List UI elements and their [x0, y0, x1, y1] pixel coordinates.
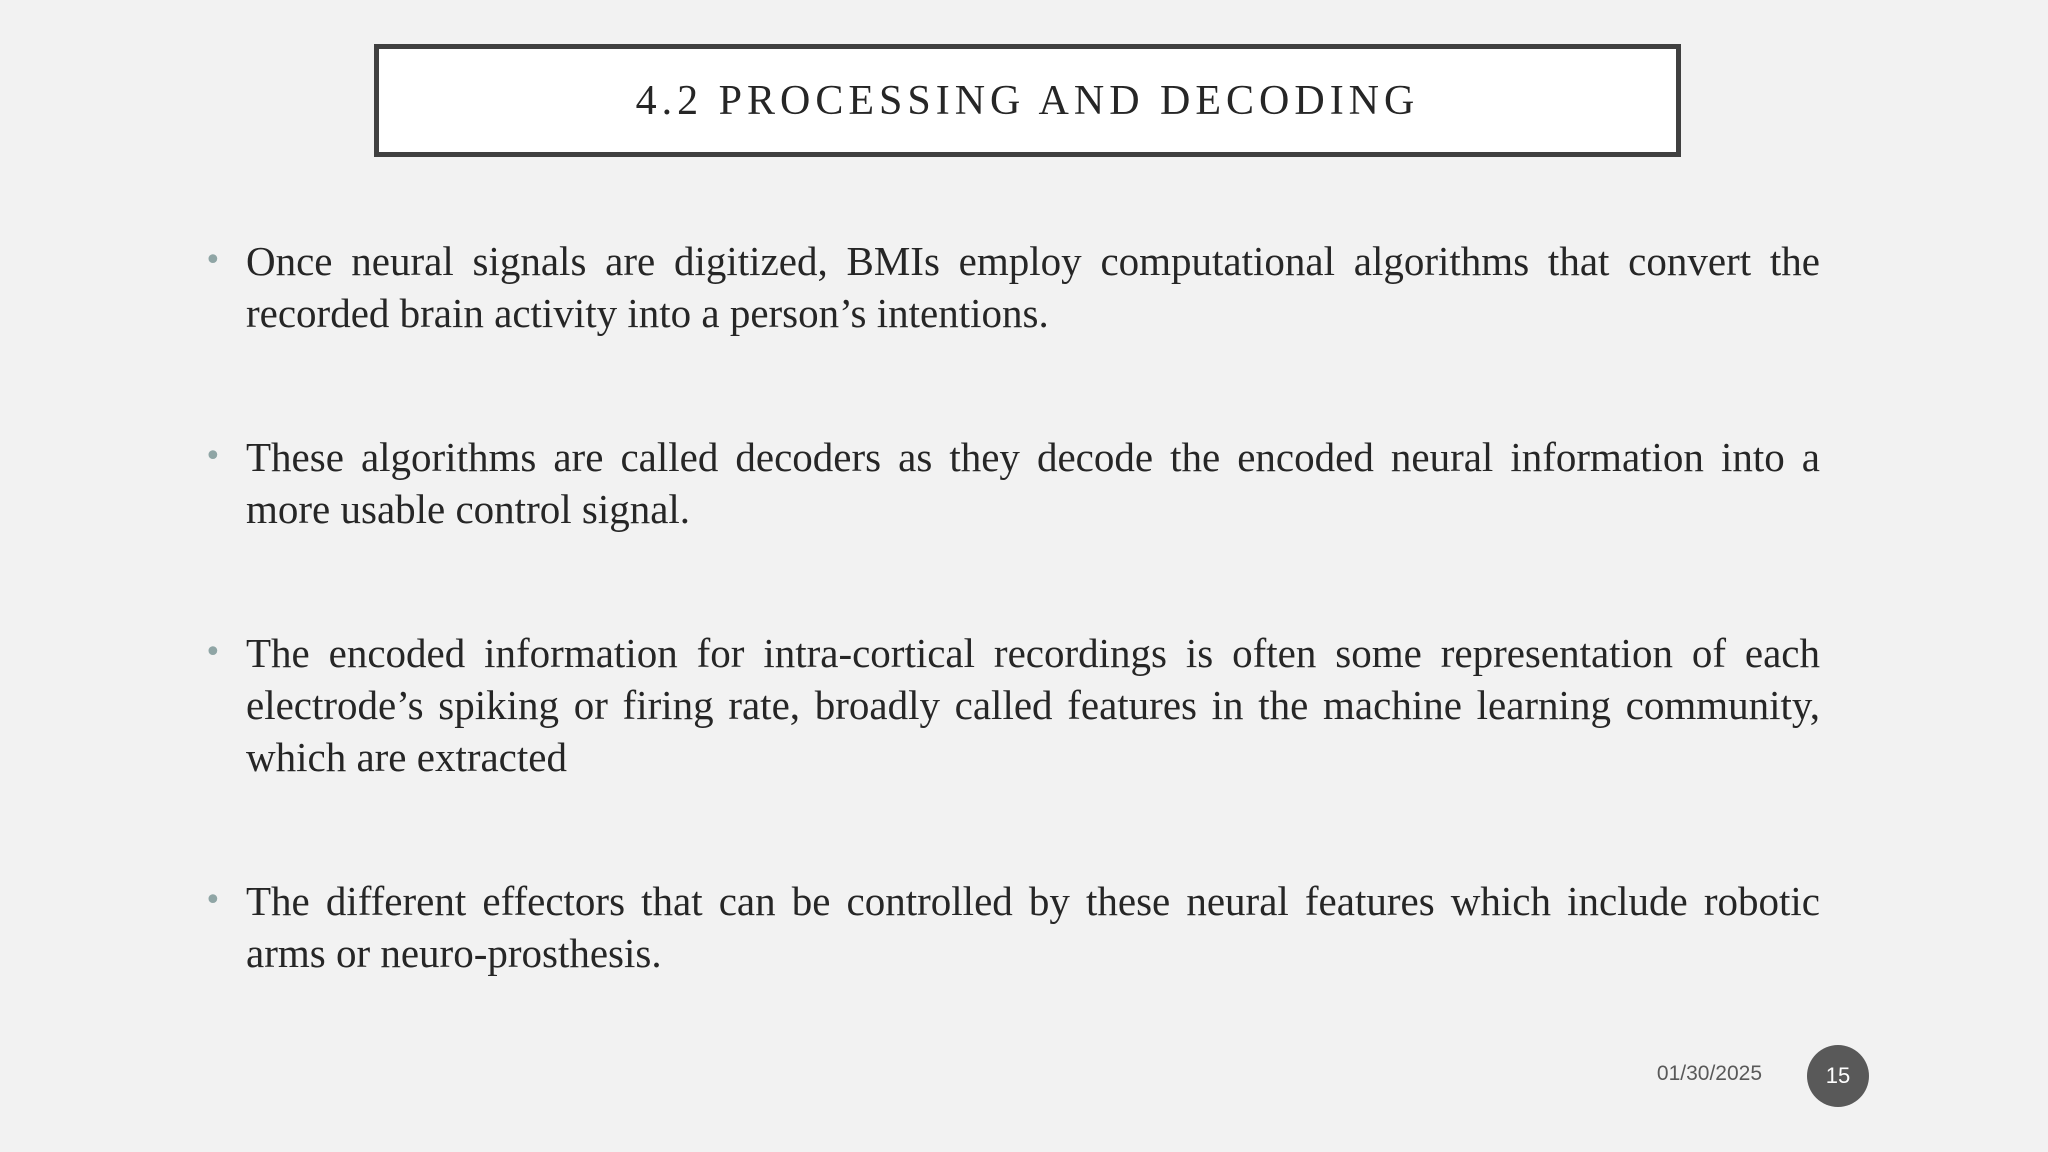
- slide-date: 01/30/2025: [1656, 1062, 1762, 1085]
- bullet-text: The encoded information for intra-cortical recordings is often some representation of each electrode’s spiking or firing rate, broadly called features in the machine learning community, which are extracted: [246, 630, 1820, 780]
- bullet-icon: •: [204, 635, 222, 670]
- bullet-text: These algorithms are called decoders as they decode the encoded neural information into a more usable control signal.: [246, 434, 1820, 532]
- bullet-text: The different effectors that can be controlled by these neural features which include robotic arms or neuro-prosthesis.: [246, 878, 1820, 976]
- bullet-icon: •: [204, 439, 222, 474]
- slide-title: 4.2 PROCESSING AND DECODING: [635, 77, 1420, 124]
- bullet-text: Once neural signals are digitized, BMIs employ computational algorithms that convert the recorded brain activity into a person’s intentions.: [246, 238, 1820, 336]
- bullet-item: [204, 875, 1820, 979]
- bullet-item: [204, 235, 1820, 339]
- bullet-item: [204, 431, 1820, 535]
- page-number-badge: 15: [1807, 1045, 1869, 1107]
- bullet-icon: •: [204, 883, 222, 918]
- bullet-list: [204, 235, 1820, 1071]
- bullet-item: [204, 627, 1820, 783]
- bullet-icon: •: [204, 243, 222, 278]
- title-box: [374, 44, 1681, 157]
